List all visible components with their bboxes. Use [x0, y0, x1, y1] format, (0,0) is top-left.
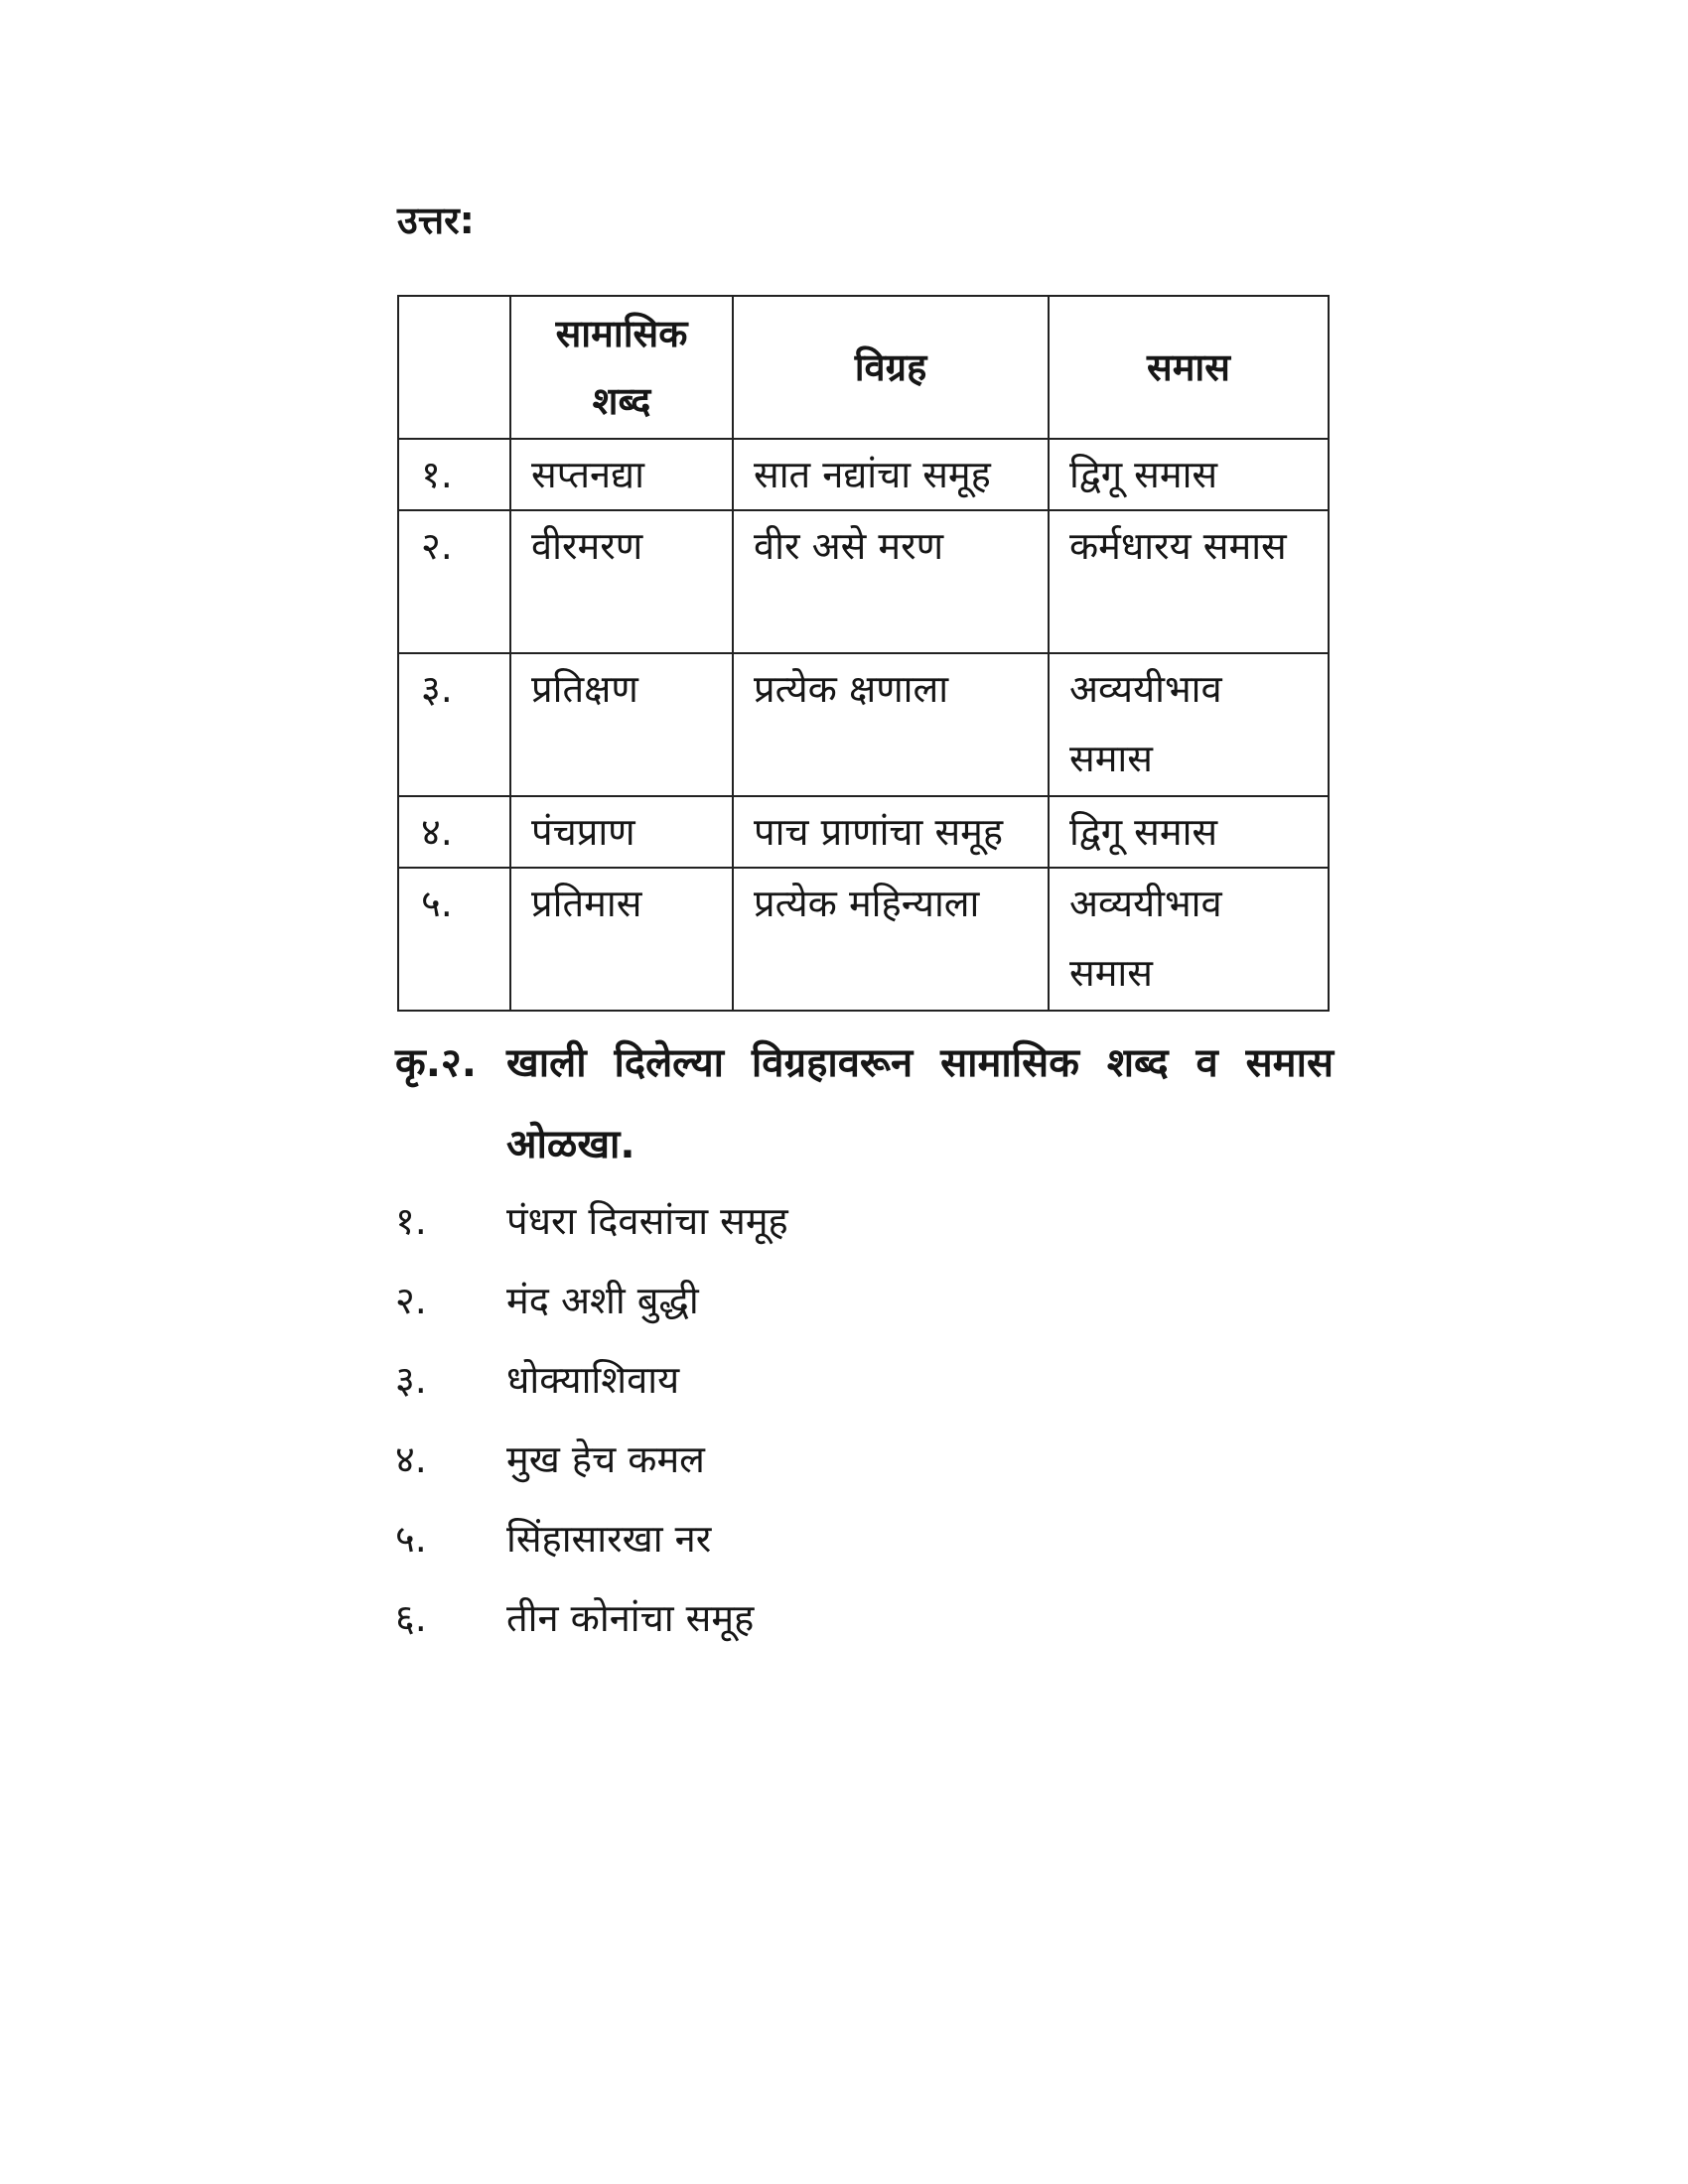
row-samas: अव्ययीभाव समास — [1049, 868, 1329, 1011]
row-vigraha: पाच प्राणांचा समूह — [733, 796, 1049, 868]
item-text: सिंहासारखा नर — [506, 1517, 712, 1561]
row-number: ३. — [398, 653, 510, 796]
list-item — [395, 1181, 788, 1261]
row-word: प्रतिमास — [510, 868, 733, 1011]
row-number: ४. — [398, 796, 510, 868]
row-number: २. — [398, 510, 510, 653]
row-word: पंचप्राण — [510, 796, 733, 868]
item-text: पंधरा दिवसांचा समूह — [506, 1199, 788, 1243]
table-header-row — [398, 296, 1329, 439]
header-serial — [398, 296, 510, 439]
list-item — [395, 1578, 788, 1658]
item-text: मंद अशी बुद्धी — [506, 1279, 699, 1322]
row-samas: अव्ययीभाव समास — [1049, 653, 1329, 796]
item-number: ५. — [395, 1517, 427, 1561]
item-number: ४. — [395, 1437, 427, 1481]
list-item — [395, 1499, 788, 1578]
row-number: ५. — [398, 868, 510, 1011]
item-number: १. — [395, 1199, 427, 1243]
list-item — [395, 1340, 788, 1420]
table-row — [398, 796, 1329, 868]
row-vigraha: वीर असे मरण — [733, 510, 1049, 653]
row-number: १. — [398, 439, 510, 510]
row-vigraha: प्रत्येक क्षणाला — [733, 653, 1049, 796]
list-item — [395, 1420, 788, 1499]
question-item-list — [395, 1181, 788, 1658]
header-samas: समास — [1049, 296, 1329, 439]
table-row — [398, 653, 1329, 796]
item-number: ३. — [395, 1358, 427, 1402]
item-text: मुख हेच कमल — [506, 1437, 705, 1481]
table-row — [398, 868, 1329, 1011]
header-vigraha: विग्रह — [733, 296, 1049, 439]
row-vigraha: प्रत्येक महिन्याला — [733, 868, 1049, 1011]
header-samasik-shabda: सामासिक शब्द — [510, 296, 733, 439]
answer-table — [397, 295, 1330, 1012]
item-number: २. — [395, 1279, 427, 1322]
row-word: सप्तनद्या — [510, 439, 733, 510]
row-vigraha: सात नद्यांचा समूह — [733, 439, 1049, 510]
answer-label: उत्तर: — [397, 199, 475, 242]
item-text: तीन कोनांचा समूह — [506, 1596, 755, 1640]
item-number: ६. — [395, 1596, 427, 1640]
row-samas: द्विगू समास — [1049, 796, 1329, 868]
list-item — [395, 1261, 788, 1340]
row-samas: द्विगू समास — [1049, 439, 1329, 510]
table-row — [398, 510, 1329, 653]
table-row — [398, 439, 1329, 510]
question-block — [395, 1023, 1334, 1185]
row-word: वीरमरण — [510, 510, 733, 653]
item-text: धोक्याशिवाय — [506, 1358, 680, 1402]
row-word: प्रतिक्षण — [510, 653, 733, 796]
question-number: कृ.२. — [395, 1040, 477, 1086]
question-text: खाली दिलेल्या विग्रहावरून सामासिक शब्द व समास ओळखा. — [506, 1040, 1334, 1167]
row-samas: कर्मधारय समास — [1049, 510, 1329, 653]
